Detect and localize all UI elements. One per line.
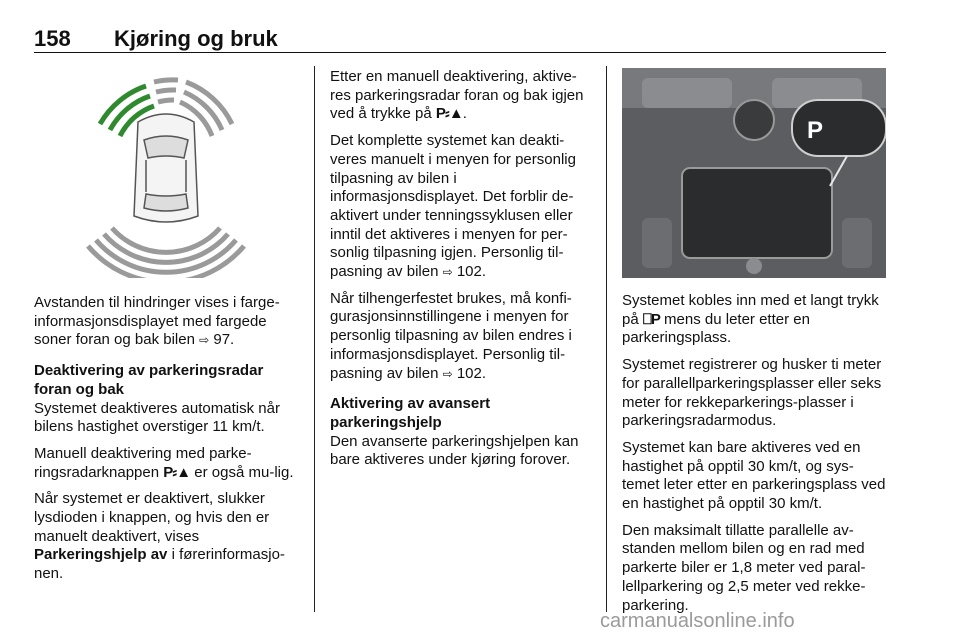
- paragraph: Når tilhengerfestet brukes, må konfi-gurasjonsinnstillingene i menyen for personlig tilpasning av bilen endres i informasjonsdisplayet. Personlig til-pasning av bilen ⇨ 102.: [330, 289, 572, 382]
- parking-sensor-button-icon: P⸗▲: [435, 105, 463, 123]
- paragraph: Systemet kan bare aktiveres ved en hastighet på opptil 30 km/t, og sys-temet leter etter en parkeringsplass ved en hastighet på opptil 30 km/t.: [622, 438, 886, 513]
- column-2: [330, 68, 592, 478]
- header-rule: [34, 52, 886, 53]
- dashboard-photo: [622, 68, 886, 278]
- paragraph: Systemet deaktiveres automatisk når bilens hastighet overstiger 11 km/t.: [34, 399, 280, 436]
- column-3: [622, 292, 888, 623]
- paragraph: Når systemet er deaktivert, slukker lysdioden i knappen, og hvis den er manuelt deaktivert, vises Parkeringshjelp av i førerinformasjo-nen.: [34, 490, 285, 583]
- reference-arrow-icon: ⇨: [442, 265, 453, 280]
- svg-text:P: P: [807, 117, 824, 144]
- column-divider-2: [606, 66, 607, 612]
- paragraph: Den avanserte parkeringshjelpen kan bare aktiveres under kjøring forover.: [330, 432, 579, 469]
- section-heading-deactivation: Deaktivering av parkeringsradar foran og bak: [34, 362, 264, 398]
- figure-caption: Avstanden til hindringer vises i farge-informasjonsdisplayet med fargede soner foran og bak bilen ⇨ 97.: [34, 294, 280, 349]
- section-heading-advanced-park-assist: Aktivering av avansert parkeringshjelp: [330, 395, 491, 431]
- page-title: Kjøring og bruk: [114, 26, 278, 51]
- paragraph: Etter en manuell deaktivering, aktive-res parkeringsradar foran og bak igjen ved å trykke på P⸗▲.: [330, 68, 584, 123]
- paragraph: Manuell deaktivering med parke-ringsradarknappen P⸗▲ er også mu-lig.: [34, 444, 294, 481]
- page-number: 158: [34, 26, 71, 51]
- page-header: [34, 18, 886, 52]
- parking-sensor-illustration: [34, 66, 298, 278]
- reference-arrow-icon: ⇨: [442, 366, 453, 381]
- parking-sensor-figure: [34, 66, 298, 278]
- park-assist-button-icon: ⎕P: [642, 310, 660, 328]
- paragraph: Systemet registrerer og husker ti meter for parallellparkeringsplasser eller seks meter for rekkeparkerings-plasser i parkeringsradarmodus.: [622, 356, 882, 430]
- column-divider-1: [314, 66, 315, 612]
- parking-sensor-button-icon: P⸗▲: [163, 463, 191, 481]
- paragraph: Systemet kobles inn med et langt trykk på ⎕P mens du leter etter en parkeringsplass.: [622, 292, 879, 347]
- dashboard-illustration: [622, 68, 886, 278]
- reference-arrow-icon: ⇨: [199, 333, 210, 348]
- paragraph: Det komplette systemet kan deakti-veres manuelt i menyen for personlig tilpasning av bilen i informasjonsdisplayet. Det forblir de-aktivert under tenningssyklusen eller inntil det aktiveres i menyen for per-sonlig tilpasning igjen. Personlig til-pasning av bilen ⇨ 102.: [330, 132, 576, 281]
- column-1: [34, 294, 298, 592]
- watermark: carmanualsonline.info: [600, 610, 795, 632]
- paragraph: Den maksimalt tillatte parallelle av-standen mellom bilen og en rad med parkerte biler er 1,8 meter ved paral-lellparkering og 2,5 meter ved rekke-parkering.: [622, 521, 866, 614]
